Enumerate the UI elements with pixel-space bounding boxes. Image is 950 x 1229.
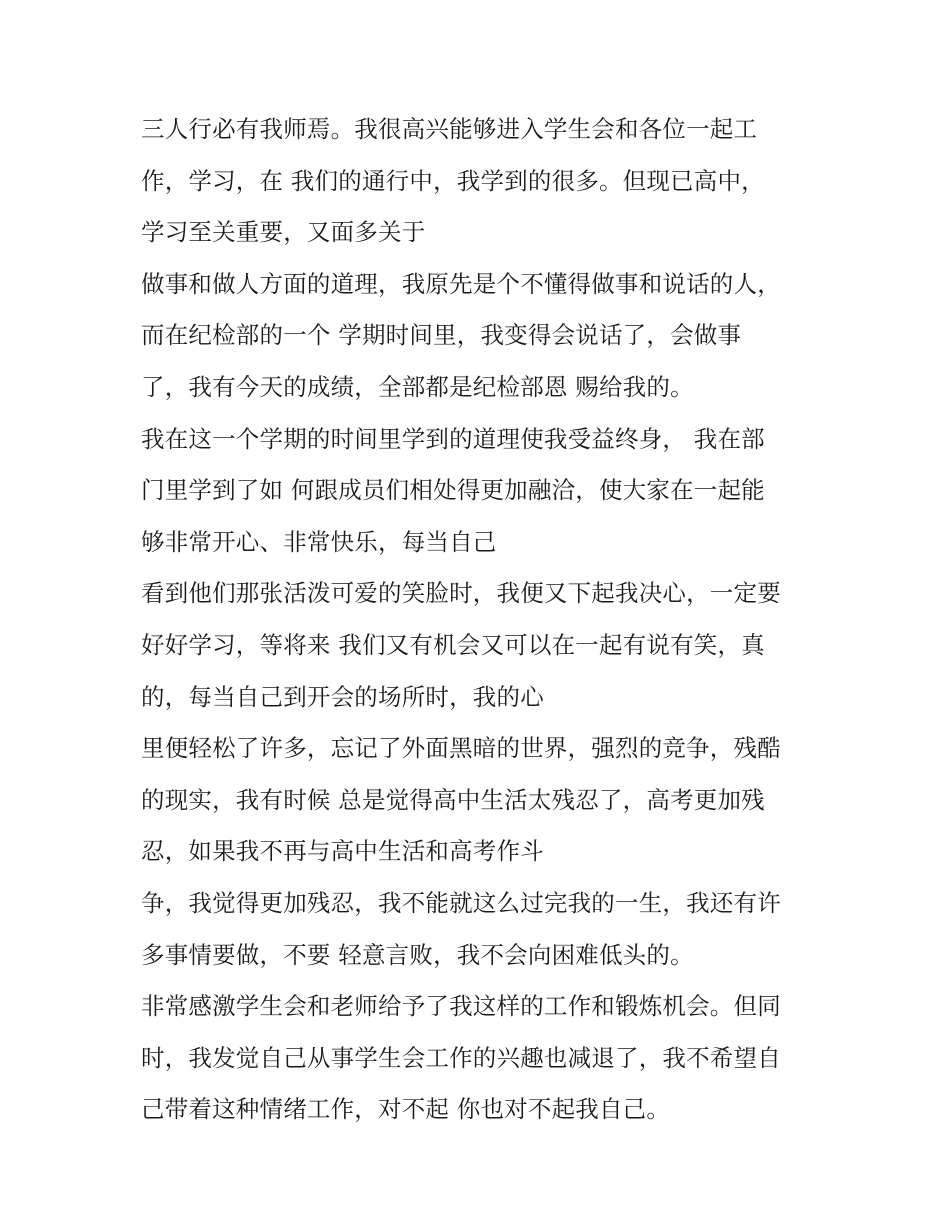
text-line: 学习至关重要，又面多关于 <box>141 218 426 247</box>
text-line: 非常感激学生会和老师给予了我这样的工作和锻炼机会。但同 <box>141 992 781 1021</box>
text-line: 争，我觉得更加残忍，我不能就这么过完我的一生，我还有许 <box>141 888 781 917</box>
text-line: 里便轻松了许多，忘记了外面黑暗的世界，强烈的竞争，残酷 <box>141 734 781 763</box>
text-line: 多事情要做，不要 轻意言败，我不会向困难低头的。 <box>141 940 694 969</box>
text-line: 忍，如果我不再与高中生活和高考作斗 <box>141 837 544 866</box>
text-line: 门里学到了如 何跟成员们相处得更加融洽，使大家在一起能 <box>141 476 765 505</box>
text-line: 己带着这种情绪工作，对不起 你也对不起我自己。 <box>141 1095 671 1124</box>
text-line: 做事和做人方面的道理，我原先是个不懂得做事和说话的人， <box>141 269 781 298</box>
text-line: 而在纪检部的一个 学期时间里，我变得会说话了，会做事 <box>141 321 742 350</box>
text-line: 时，我发觉自己从事学生会工作的兴趣也减退了，我不希望自 <box>141 1043 781 1072</box>
text-line: 的现实，我有时候 总是觉得高中生活太残忍了，高考更加残 <box>141 785 765 814</box>
text-line: 作，学习，在 我们的通行中，我学到的很多。但现已高中， <box>141 166 765 195</box>
text-line: 看到他们那张活泼可爱的笑脸时，我便又下起我决心，一定要 <box>141 579 781 608</box>
text-line: 好好学习，等将来 我们又有机会又可以在一起有说有笑，真 <box>141 630 765 659</box>
text-line: 我在这一个学期的时间里学到的道理使我受益终身， 我在部 <box>141 424 765 453</box>
text-line: 了，我有今天的成绩，全部都是纪检部恩 赐给我的。 <box>141 372 694 401</box>
text-line: 的，每当自己到开会的场所时，我的心 <box>141 682 544 711</box>
text-line: 够非常开心、非常快乐，每当自己 <box>141 527 497 556</box>
body-text <box>141 104 831 1136</box>
text-line: 三人行必有我师焉。我很高兴能够进入学生会和各位一起工 <box>141 115 758 143</box>
